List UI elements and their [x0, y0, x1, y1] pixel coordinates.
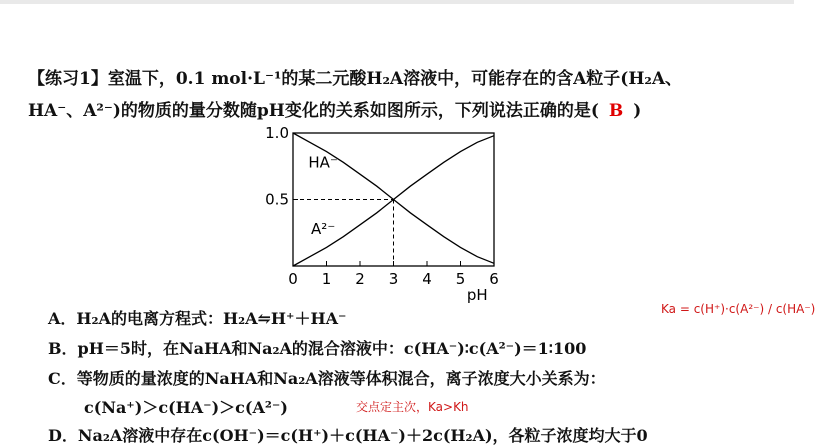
- ka-formula-note: Ka = c(H⁺)·c(A²⁻) / c(HA⁻): [661, 302, 815, 316]
- distribution-chart: [262, 126, 522, 306]
- answer-letter: B: [608, 101, 624, 121]
- question-line-2-text: HA⁻、A²⁻)的物质的量分数随pH变化的关系如图所示，下列说法正确的是(: [28, 101, 599, 121]
- x-tick-label: 3: [388, 270, 399, 288]
- option-b: B．pH＝5时，在NaHA和Na₂A的混合溶液中：c(HA⁻)∶c(A²⁻)＝1∶100: [48, 339, 587, 358]
- x-tick-label: 1: [321, 270, 332, 288]
- top-bar: [0, 0, 794, 4]
- question-line-2-end: ): [633, 101, 642, 121]
- x-tick-label: 0: [288, 270, 298, 288]
- intersection-tip-note: 交点定主次，Ka>Kh: [356, 400, 469, 414]
- question-line-2: [28, 96, 641, 121]
- x-tick-label: 5: [455, 270, 466, 288]
- option-c-continued: c(Na⁺)＞c(HA⁻)＞c(A²⁻): [84, 398, 288, 417]
- x-axis-label: pH: [466, 286, 488, 304]
- option-d: D．Na₂A溶液中存在c(OH⁻)＝c(H⁺)＋c(HA⁻)＋2c(H₂A)，各粒子浓度均大于0: [48, 426, 648, 445]
- y-tick-label: 1.0: [265, 124, 289, 142]
- x-tick-label: 4: [422, 270, 432, 288]
- question-line-1: 【练习1】室温下，0.1 mol·L⁻¹的某二元酸H₂A溶液中，可能存在的含A粒子(H₂A、: [28, 69, 683, 89]
- x-tick-label: 2: [355, 270, 365, 288]
- option-c: C．等物质的量浓度的NaHA和Na₂A溶液等体积混合，离子浓度大小关系为：: [48, 369, 606, 388]
- option-a: A．H₂A的电离方程式：H₂A⇋H⁺＋HA⁻: [48, 309, 347, 328]
- x-tick-label: 6: [489, 270, 499, 288]
- series-label: A²⁻: [311, 220, 336, 239]
- y-tick-label: 0.5: [265, 190, 289, 209]
- series-label: HA⁻: [308, 153, 338, 172]
